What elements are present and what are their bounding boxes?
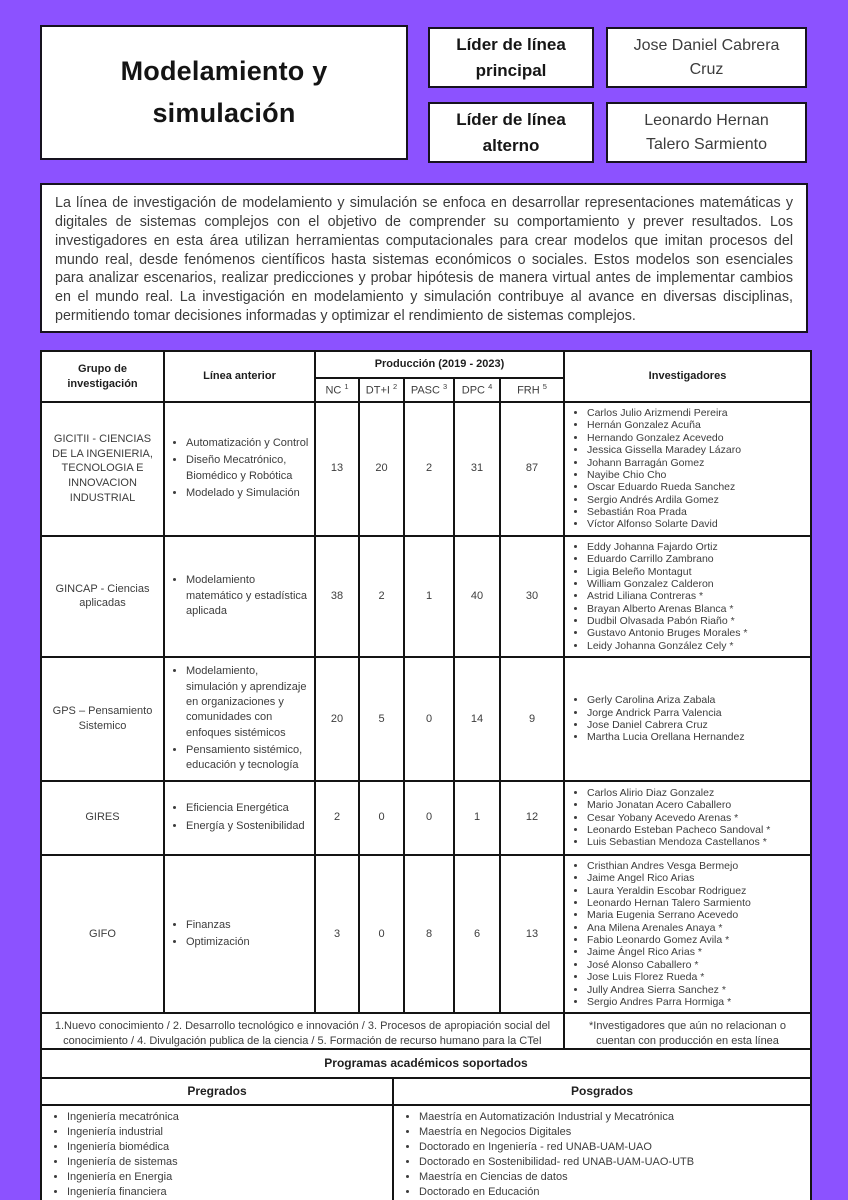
value-pasc: 0	[404, 781, 454, 855]
col-header-previous-line: Línea anterior	[164, 351, 315, 402]
value-nc: 2	[315, 781, 359, 855]
value-frh: 12	[500, 781, 564, 855]
undergrad-program-item: • Ingeniería mecatrónica	[67, 1111, 384, 1124]
col-header-production: Producción (2019 - 2023)	[315, 351, 564, 378]
col-header-dti: DT+I $^2$	[359, 378, 404, 402]
value-frh: 87	[500, 402, 564, 536]
researchers-list	[564, 402, 811, 536]
researcher-item: • Carlos Alirio Diaz Gonzalez	[587, 787, 806, 799]
undergrad-program-item: • Ingeniería biomédica	[67, 1141, 384, 1154]
researcher-item: • Eduardo Carrillo Zambrano	[587, 553, 806, 565]
asterisk-footnote: *Investigadores que aún no relacionan o cuentan con producción en esta línea	[564, 1013, 811, 1055]
value-pasc: 1	[404, 536, 454, 657]
value-dpc: 1	[454, 781, 500, 855]
value-dti: 0	[359, 855, 404, 1014]
value-dpc: 31	[454, 402, 500, 536]
page-title: Modelamiento y simulación	[40, 25, 408, 160]
researcher-item: • Jaime Ángel Rico Arias *	[587, 946, 806, 958]
researcher-item: • Jully Andrea Sierra Sanchez *	[587, 984, 806, 996]
researcher-item: • Jaime Angel Rico Arias	[587, 872, 806, 884]
researcher-item: • Gerly Carolina Ariza Zabala	[587, 694, 806, 706]
researcher-item: • Maria Eugenia Serrano Acevedo	[587, 909, 806, 921]
value-dti: 20	[359, 402, 404, 536]
table-row	[41, 657, 811, 781]
col-header-researchers: Investigadores	[564, 351, 811, 402]
previous-line-item: • Automatización y Control	[186, 436, 310, 451]
previous-line-item: • Finanzas	[186, 918, 310, 933]
programs-table-title: Programas académicos soportados	[41, 1049, 811, 1078]
researcher-item: • Sergio Andrés Ardila Gomez	[587, 494, 806, 506]
researchers-list	[564, 657, 811, 781]
value-pasc: 0	[404, 657, 454, 781]
col-header-group: Grupo de investigación	[41, 351, 164, 402]
researcher-item: • Carlos Julio Arizmendi Pereira	[587, 407, 806, 419]
value-nc: 38	[315, 536, 359, 657]
value-nc: 20	[315, 657, 359, 781]
previous-lines	[164, 657, 315, 781]
undergrad-program-item: • Ingeniería financiera	[67, 1186, 384, 1199]
previous-line-item: • Energía y Sostenibilidad	[186, 819, 310, 834]
value-dpc: 14	[454, 657, 500, 781]
value-dpc: 6	[454, 855, 500, 1014]
leader-primary-name: Jose Daniel Cabrera Cruz	[606, 27, 807, 88]
leader-primary-label: Líder de línea principal	[428, 27, 594, 88]
researcher-item: • Brayan Alberto Arenas Blanca *	[587, 603, 806, 615]
researcher-item: • Ana Milena Arenales Anaya *	[587, 922, 806, 934]
value-dti: 0	[359, 781, 404, 855]
researcher-item: • Mario Jonatan Acero Caballero	[587, 799, 806, 811]
line-description: La línea de investigación de modelamiento y simulación se enfoca en desarrollar representaciones matemáticas y digitales de sistemas complejos con el objetivo de comprender su comportamiento y prever resultados. Los investigadores en esta área utilizan herramientas computacionales para crear modelos que imitan procesos del mundo real, desde fenómenos científicos hasta sistemas económicos o sociales. Estos modelos son esenciales para analizar escenarios, realizar predicciones y probar hipótesis de manera virtual antes de implementar cambios en el mundo real. La investigación en modelamiento y simulación contribuye al avance en diversas disciplinas, permitiendo tomar decisiones informadas y optimizar el rendimiento de sistemas complejos.	[40, 183, 808, 333]
value-dti: 5	[359, 657, 404, 781]
researcher-item: • Cesar Yobany Acevedo Arenas *	[587, 812, 806, 824]
research-groups-table	[40, 350, 812, 1056]
undergrad-programs-list	[41, 1105, 393, 1200]
previous-line-item: • Eficiencia Energética	[186, 801, 310, 816]
table-row	[41, 781, 811, 855]
postgrad-program-item: • Doctorado en Ingeniería - red UNAB-UAM-UAO	[419, 1141, 802, 1154]
researcher-item: • Leonardo Esteban Pacheco Sandoval *	[587, 824, 806, 836]
value-dpc: 40	[454, 536, 500, 657]
postgrad-program-item: • Doctorado en Educación	[419, 1186, 802, 1199]
value-frh: 13	[500, 855, 564, 1014]
col-header-undergrad: Pregrados	[41, 1078, 393, 1105]
researcher-item: • Eddy Johanna Fajardo Ortiz	[587, 541, 806, 553]
researcher-item: • Víctor Alfonso Solarte David	[587, 518, 806, 530]
researcher-item: • Dudbil Olvasada Pabón Riaño *	[587, 615, 806, 627]
researcher-item: • Hernando Gonzalez Acevedo	[587, 432, 806, 444]
researcher-item: • Jose Daniel Cabrera Cruz	[587, 719, 806, 731]
value-frh: 9	[500, 657, 564, 781]
researcher-item: • Oscar Eduardo Rueda Sanchez	[587, 481, 806, 493]
previous-line-item: • Diseño Mecatrónico, Biomédico y Robótica	[186, 453, 310, 484]
previous-line-item: • Optimización	[186, 935, 310, 950]
table-row	[41, 402, 811, 536]
researcher-item: • Hernán Gonzalez Acuña	[587, 419, 806, 431]
value-pasc: 8	[404, 855, 454, 1014]
researcher-item: • Gustavo Antonio Bruges Morales *	[587, 627, 806, 639]
previous-line-item: • Modelamiento matemático y estadística aplicada	[186, 573, 310, 619]
researcher-item: • Jessica Gissella Maradey Lázaro	[587, 444, 806, 456]
col-header-dpc: DPC $^4$	[454, 378, 500, 402]
academic-programs-table	[40, 1048, 812, 1200]
postgrad-program-item: • Doctorado en Sostenibilidad- red UNAB-UAM-UAO-UTB	[419, 1156, 802, 1169]
researcher-item: • Leonardo Hernan Talero Sarmiento	[587, 897, 806, 909]
researcher-item: • Jorge Andrick Parra Valencia	[587, 707, 806, 719]
previous-lines	[164, 781, 315, 855]
previous-lines	[164, 536, 315, 657]
postgrad-program-item: • Maestría en Automatización Industrial y Mecatrónica	[419, 1111, 802, 1124]
col-header-pasc: PASC $^3$	[404, 378, 454, 402]
table-row	[41, 536, 811, 657]
undergrad-program-item: • Ingeniería en Energia	[67, 1171, 384, 1184]
researcher-item: • Jose Luis Florez Rueda *	[587, 971, 806, 983]
table-row	[41, 855, 811, 1014]
group-name: GIRES	[41, 781, 164, 855]
value-dti: 2	[359, 536, 404, 657]
value-nc: 3	[315, 855, 359, 1014]
col-header-nc: NC $^1$	[315, 378, 359, 402]
previous-line-item: • Pensamiento sistémico, educación y tecnología	[186, 743, 310, 774]
group-name: GINCAP - Ciencias aplicadas	[41, 536, 164, 657]
researcher-item: • William Gonzalez Calderon	[587, 578, 806, 590]
previous-lines	[164, 855, 315, 1014]
researcher-item: • Fabio Leonardo Gomez Avila *	[587, 934, 806, 946]
researchers-list	[564, 781, 811, 855]
postgrad-program-item: • Maestría en Negocios Digitales	[419, 1126, 802, 1139]
col-header-frh: FRH $^5$	[500, 378, 564, 402]
previous-line-item: • Modelamiento, simulación y aprendizaje en organizaciones y comunidades con enfoques sistémicos	[186, 664, 310, 741]
researcher-item: • Astrid Liliana Contreras *	[587, 590, 806, 602]
researcher-item: • Leidy Johanna González Cely *	[587, 640, 806, 652]
researcher-item: • Sergio Andres Parra Hormiga *	[587, 996, 806, 1008]
leader-alternate-name: Leonardo Hernan Talero Sarmiento	[606, 102, 807, 163]
value-frh: 30	[500, 536, 564, 657]
researcher-item: • Nayibe Chio Cho	[587, 469, 806, 481]
previous-lines	[164, 402, 315, 536]
researcher-item: • José Alonso Caballero *	[587, 959, 806, 971]
researchers-list	[564, 536, 811, 657]
postgrad-programs-list	[393, 1105, 811, 1200]
researcher-item: • Luis Sebastian Mendoza Castellanos *	[587, 836, 806, 848]
postgrad-program-item: • Maestría en Ciencias de datos	[419, 1171, 802, 1184]
value-pasc: 2	[404, 402, 454, 536]
researcher-item: • Martha Lucia Orellana Hernandez	[587, 731, 806, 743]
researcher-item: • Johann Barragán Gomez	[587, 457, 806, 469]
researcher-item: • Sebastián Roa Prada	[587, 506, 806, 518]
undergrad-program-item: • Ingeniería de sistemas	[67, 1156, 384, 1169]
group-name: GPS – Pensamiento Sistemico	[41, 657, 164, 781]
researcher-item: • Laura Yeraldin Escobar Rodriguez	[587, 885, 806, 897]
previous-line-item: • Modelado y Simulación	[186, 486, 310, 501]
group-name: GIFO	[41, 855, 164, 1014]
researcher-item: • Cristhian Andres Vesga Bermejo	[587, 860, 806, 872]
leader-alternate-label: Líder de línea alterno	[428, 102, 594, 163]
production-footnote: 1.Nuevo conocimiento / 2. Desarrollo tecnológico e innovación / 3. Procesos de apropiación social del conocimiento / 4. Divulgación publica de la ciencia / 5. Formación de recurso humano para la CTeI	[41, 1013, 564, 1055]
undergrad-program-item: • Ingeniería industrial	[67, 1126, 384, 1139]
col-header-postgrad: Posgrados	[393, 1078, 811, 1105]
researchers-list	[564, 855, 811, 1014]
value-nc: 13	[315, 402, 359, 536]
researcher-item: • Ligia Beleño Montagut	[587, 566, 806, 578]
group-name: GICITII - CIENCIAS DE LA INGENIERIA, TECNOLOGIA E INNOVACION INDUSTRIAL	[41, 402, 164, 536]
